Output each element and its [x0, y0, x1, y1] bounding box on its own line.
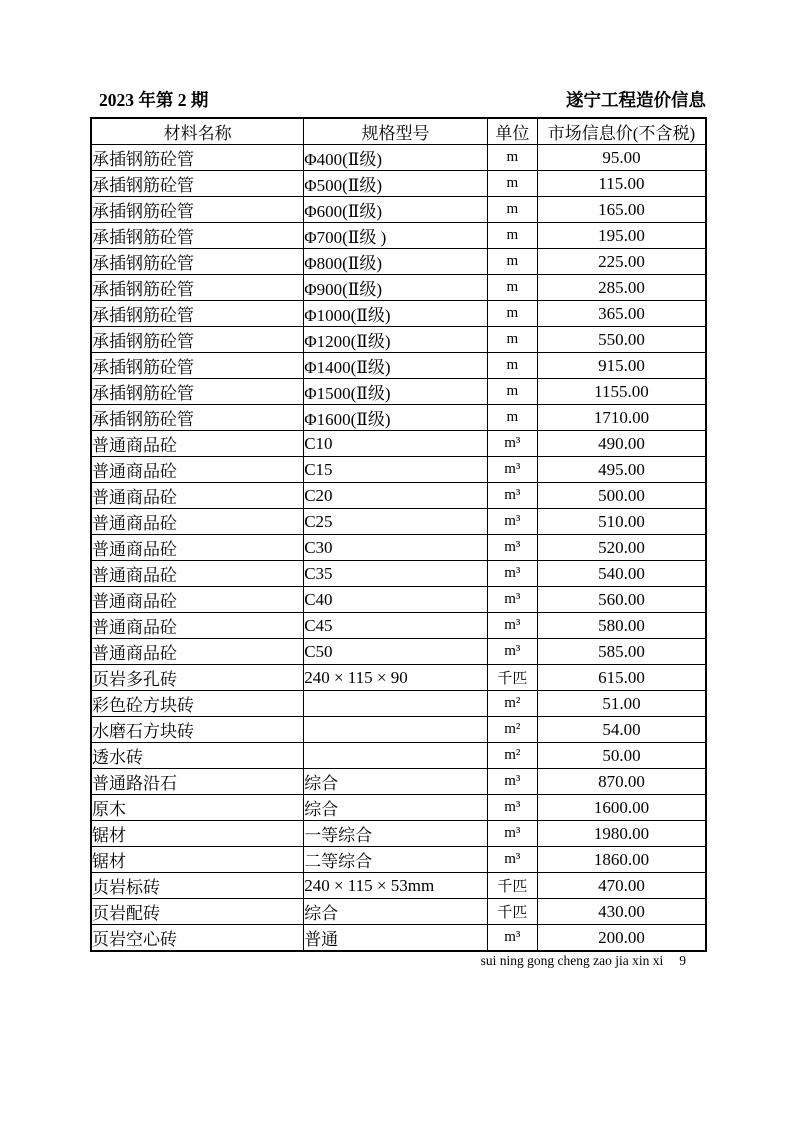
- unit-cell: m³: [487, 821, 537, 847]
- material-name-cell: 彩色砼方块砖: [91, 691, 304, 717]
- material-name-cell: 承插钢筋砼管: [91, 379, 304, 405]
- spec-model-cell: 综合: [304, 899, 488, 925]
- table-row: [91, 379, 706, 405]
- market-price-cell: 365.00: [537, 301, 706, 327]
- unit-cell: m³: [487, 613, 537, 639]
- unit-cell: m³: [487, 587, 537, 613]
- spec-model-cell: C50: [304, 639, 488, 665]
- market-price-cell: 550.00: [537, 327, 706, 353]
- unit-cell: m: [487, 223, 537, 249]
- table-row: [91, 405, 706, 431]
- market-price-cell: 200.00: [537, 925, 706, 952]
- market-price-cell: 165.00: [537, 197, 706, 223]
- market-price-cell: 510.00: [537, 509, 706, 535]
- material-name-cell: 页岩多孔砖: [91, 665, 304, 691]
- spec-model-cell: 一等综合: [304, 821, 488, 847]
- market-price-cell: 1980.00: [537, 821, 706, 847]
- market-price-cell: 195.00: [537, 223, 706, 249]
- unit-cell: m: [487, 171, 537, 197]
- table-row: [91, 665, 706, 691]
- table-row: [91, 353, 706, 379]
- material-name-cell: 锯材: [91, 821, 304, 847]
- market-price-cell: 115.00: [537, 171, 706, 197]
- market-price-cell: 580.00: [537, 613, 706, 639]
- market-price-cell: 540.00: [537, 561, 706, 587]
- table-row: [91, 197, 706, 223]
- market-price-cell: 1860.00: [537, 847, 706, 873]
- spec-model-cell: C25: [304, 509, 488, 535]
- unit-cell: 千匹: [487, 665, 537, 691]
- spec-model-cell: [304, 717, 488, 743]
- table-row: [91, 587, 706, 613]
- market-price-cell: 225.00: [537, 249, 706, 275]
- unit-cell: m: [487, 249, 537, 275]
- table-row: [91, 301, 706, 327]
- unit-cell: m²: [487, 743, 537, 769]
- market-price-cell: 490.00: [537, 431, 706, 457]
- unit-cell: m³: [487, 431, 537, 457]
- material-name-cell: 承插钢筋砼管: [91, 405, 304, 431]
- material-name-cell: 普通商品砼: [91, 483, 304, 509]
- unit-cell: m³: [487, 639, 537, 665]
- table-row: [91, 431, 706, 457]
- table-row: [91, 847, 706, 873]
- spec-model-cell: C20: [304, 483, 488, 509]
- market-price-cell: 50.00: [537, 743, 706, 769]
- spec-model-cell: 240 × 115 × 53mm: [304, 873, 488, 899]
- spec-model-cell: C30: [304, 535, 488, 561]
- unit-cell: m³: [487, 561, 537, 587]
- material-name-cell: 透水砖: [91, 743, 304, 769]
- table-row: [91, 769, 706, 795]
- spec-model-cell: Φ900(Ⅱ级): [304, 275, 488, 301]
- spec-model-cell: Φ1500(Ⅱ级): [304, 379, 488, 405]
- material-name-cell: 普通商品砼: [91, 457, 304, 483]
- issue-label: 2023 年第 2 期: [99, 90, 209, 110]
- spec-model-cell: 二等综合: [304, 847, 488, 873]
- column-header-material-name: 材料名称: [91, 118, 304, 145]
- spec-model-cell: Φ400(Ⅱ级): [304, 145, 488, 171]
- table-row: [91, 899, 706, 925]
- table-row: [91, 145, 706, 171]
- material-name-cell: 承插钢筋砼管: [91, 327, 304, 353]
- market-price-cell: 95.00: [537, 145, 706, 171]
- column-header-market-price: 市场信息价(不含税): [537, 118, 706, 145]
- material-name-cell: 锯材: [91, 847, 304, 873]
- unit-cell: m³: [487, 795, 537, 821]
- spec-model-cell: C45: [304, 613, 488, 639]
- column-header-unit: 单位: [487, 118, 537, 145]
- market-price-cell: 54.00: [537, 717, 706, 743]
- table-row: [91, 691, 706, 717]
- unit-cell: m³: [487, 535, 537, 561]
- table-row: [91, 249, 706, 275]
- market-price-cell: 495.00: [537, 457, 706, 483]
- unit-cell: 千匹: [487, 899, 537, 925]
- table-row: [91, 535, 706, 561]
- spec-model-cell: C40: [304, 587, 488, 613]
- spec-model-cell: 综合: [304, 769, 488, 795]
- material-name-cell: 普通路沿石: [91, 769, 304, 795]
- material-name-cell: 承插钢筋砼管: [91, 275, 304, 301]
- market-price-cell: 520.00: [537, 535, 706, 561]
- material-name-cell: 普通商品砼: [91, 431, 304, 457]
- material-name-cell: 承插钢筋砼管: [91, 197, 304, 223]
- unit-cell: m: [487, 275, 537, 301]
- material-name-cell: 承插钢筋砼管: [91, 301, 304, 327]
- spec-model-cell: Φ800(Ⅱ级): [304, 249, 488, 275]
- table-row: [91, 613, 706, 639]
- unit-cell: m: [487, 405, 537, 431]
- page-header: [99, 90, 706, 110]
- unit-cell: m³: [487, 847, 537, 873]
- spec-model-cell: [304, 743, 488, 769]
- market-price-cell: 1710.00: [537, 405, 706, 431]
- footer-pinyin-text: sui ning gong cheng zao jia xin xi: [480, 953, 664, 968]
- unit-cell: m³: [487, 457, 537, 483]
- market-price-cell: 870.00: [537, 769, 706, 795]
- table-body: [91, 145, 706, 952]
- market-price-cell: 285.00: [537, 275, 706, 301]
- unit-cell: m³: [487, 769, 537, 795]
- material-name-cell: 贞岩标砖: [91, 873, 304, 899]
- unit-cell: m³: [487, 925, 537, 952]
- unit-cell: m²: [487, 717, 537, 743]
- unit-cell: m²: [487, 691, 537, 717]
- table-row: [91, 925, 706, 952]
- material-name-cell: 普通商品砼: [91, 509, 304, 535]
- unit-cell: m³: [487, 483, 537, 509]
- table-header: [91, 118, 706, 145]
- material-name-cell: 普通商品砼: [91, 587, 304, 613]
- publication-title: 遂宁工程造价信息: [566, 90, 706, 110]
- material-name-cell: 普通商品砼: [91, 535, 304, 561]
- material-name-cell: 承插钢筋砼管: [91, 249, 304, 275]
- table-row: [91, 873, 706, 899]
- table-row: [91, 561, 706, 587]
- unit-cell: m: [487, 197, 537, 223]
- material-name-cell: 普通商品砼: [91, 639, 304, 665]
- spec-model-cell: [304, 691, 488, 717]
- material-name-cell: 原木: [91, 795, 304, 821]
- unit-cell: m: [487, 145, 537, 171]
- spec-model-cell: Φ1000(Ⅱ级): [304, 301, 488, 327]
- table-row: [91, 717, 706, 743]
- market-price-cell: 1155.00: [537, 379, 706, 405]
- market-price-cell: 430.00: [537, 899, 706, 925]
- market-price-cell: 1600.00: [537, 795, 706, 821]
- material-name-cell: 水磨石方块砖: [91, 717, 304, 743]
- table-row: [91, 821, 706, 847]
- material-name-cell: 页岩配砖: [91, 899, 304, 925]
- spec-model-cell: 普通: [304, 925, 488, 952]
- table-row: [91, 457, 706, 483]
- spec-model-cell: Φ1400(Ⅱ级): [304, 353, 488, 379]
- spec-model-cell: Φ700(Ⅱ级 ): [304, 223, 488, 249]
- spec-model-cell: 综合: [304, 795, 488, 821]
- material-name-cell: 普通商品砼: [91, 561, 304, 587]
- material-price-table: [90, 117, 707, 952]
- table-row: [91, 795, 706, 821]
- market-price-cell: 915.00: [537, 353, 706, 379]
- material-name-cell: 承插钢筋砼管: [91, 171, 304, 197]
- market-price-cell: 615.00: [537, 665, 706, 691]
- market-price-cell: 51.00: [537, 691, 706, 717]
- material-name-cell: 承插钢筋砼管: [91, 353, 304, 379]
- market-price-cell: 560.00: [537, 587, 706, 613]
- spec-model-cell: Φ500(Ⅱ级): [304, 171, 488, 197]
- header-row: [91, 118, 706, 145]
- market-price-cell: 500.00: [537, 483, 706, 509]
- unit-cell: m: [487, 379, 537, 405]
- spec-model-cell: C15: [304, 457, 488, 483]
- material-name-cell: 承插钢筋砼管: [91, 223, 304, 249]
- material-name-cell: 页岩空心砖: [91, 925, 304, 952]
- spec-model-cell: C10: [304, 431, 488, 457]
- unit-cell: m: [487, 353, 537, 379]
- column-header-spec-model: 规格型号: [304, 118, 488, 145]
- unit-cell: 千匹: [487, 873, 537, 899]
- market-price-cell: 585.00: [537, 639, 706, 665]
- spec-model-cell: C35: [304, 561, 488, 587]
- spec-model-cell: 240 × 115 × 90: [304, 665, 488, 691]
- page-number: 9: [679, 953, 686, 968]
- unit-cell: m: [487, 327, 537, 353]
- table-row: [91, 743, 706, 769]
- table-row: [91, 275, 706, 301]
- unit-cell: m: [487, 301, 537, 327]
- table-row: [91, 327, 706, 353]
- page-footer: [90, 953, 697, 969]
- table-row: [91, 223, 706, 249]
- spec-model-cell: Φ1600(Ⅱ级): [304, 405, 488, 431]
- material-name-cell: 承插钢筋砼管: [91, 145, 304, 171]
- table-row: [91, 483, 706, 509]
- spec-model-cell: Φ1200(Ⅱ级): [304, 327, 488, 353]
- material-name-cell: 普通商品砼: [91, 613, 304, 639]
- market-price-cell: 470.00: [537, 873, 706, 899]
- table-row: [91, 639, 706, 665]
- unit-cell: m³: [487, 509, 537, 535]
- table-row: [91, 509, 706, 535]
- table-row: [91, 171, 706, 197]
- spec-model-cell: Φ600(Ⅱ级): [304, 197, 488, 223]
